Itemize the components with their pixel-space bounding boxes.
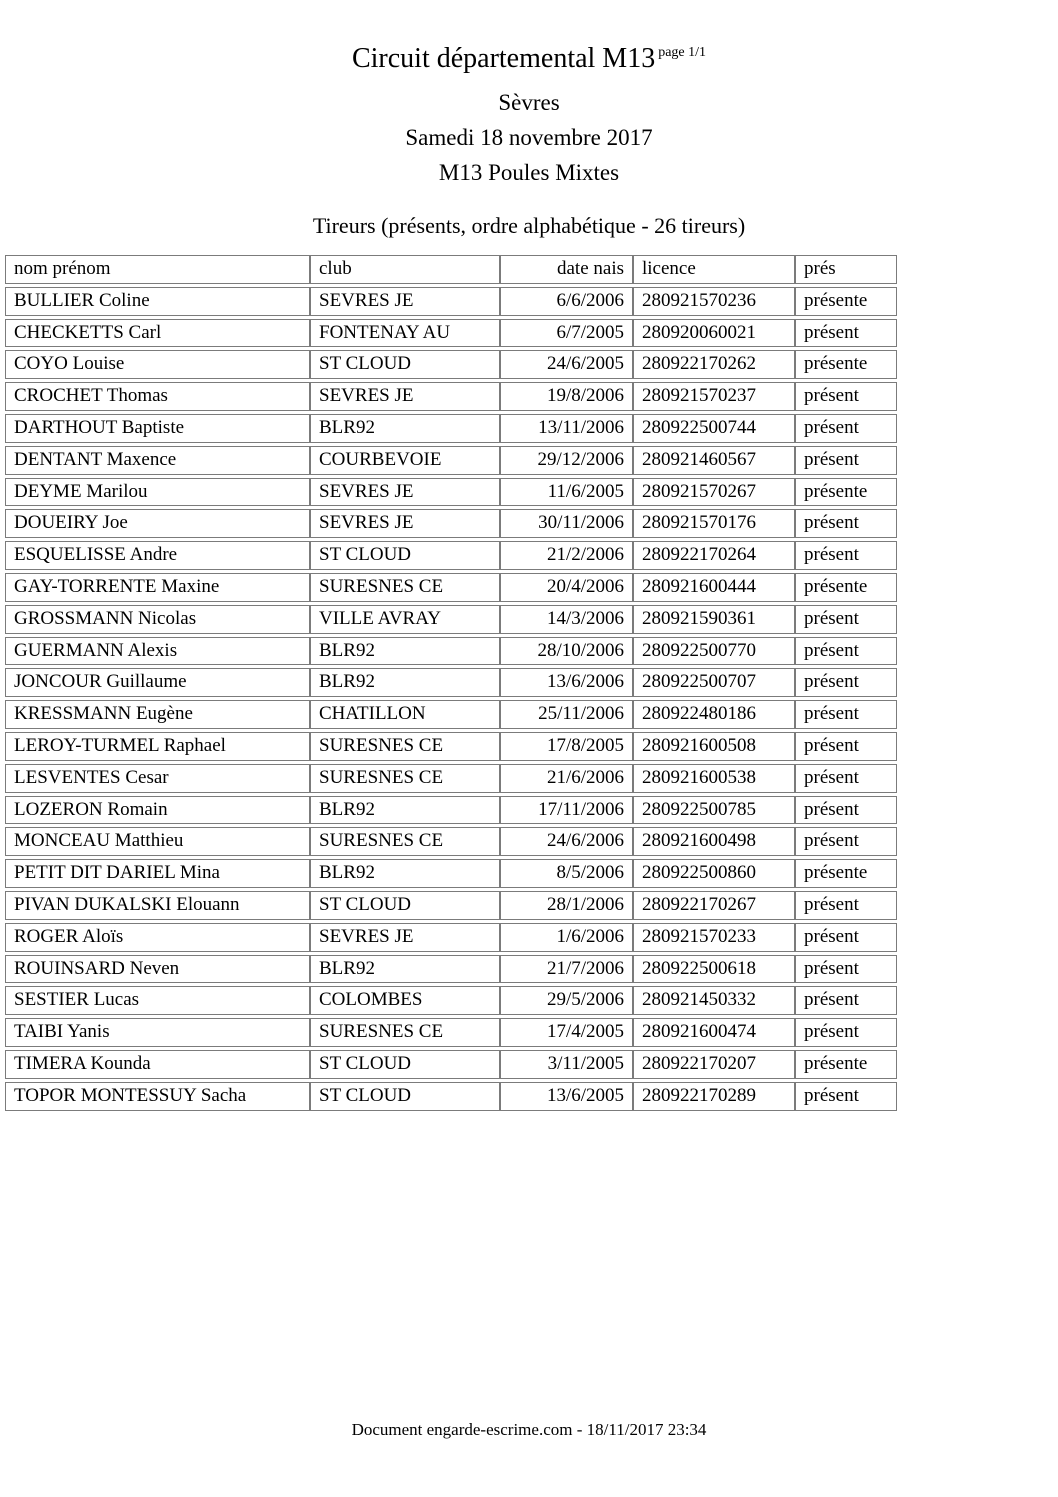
cell-present: présent <box>795 446 897 475</box>
table-row <box>5 319 897 348</box>
cell-club: SEVRES JE <box>310 509 500 538</box>
cell-licence: 280922170262 <box>633 350 795 379</box>
cell-licence: 280922170267 <box>633 891 795 920</box>
cell-birth: 21/6/2006 <box>500 764 633 793</box>
cell-name: ROGER Aloïs <box>5 923 310 952</box>
cell-present: présent <box>795 732 897 761</box>
cell-licence: 280921570267 <box>633 478 795 507</box>
table-row <box>5 446 897 475</box>
cell-name: DOUEIRY Joe <box>5 509 310 538</box>
cell-licence: 280922500618 <box>633 955 795 984</box>
cell-licence: 280921600538 <box>633 764 795 793</box>
column-header-club: club <box>310 255 500 284</box>
page-indicator: page 1/1 <box>658 45 707 60</box>
cell-club: ST CLOUD <box>310 1050 500 1079</box>
cell-club: SURESNES CE <box>310 827 500 856</box>
cell-birth: 29/5/2006 <box>500 986 633 1015</box>
table-row <box>5 764 897 793</box>
cell-club: BLR92 <box>310 637 500 666</box>
table-row <box>5 827 897 856</box>
cell-present: présent <box>795 637 897 666</box>
cell-licence: 280921600508 <box>633 732 795 761</box>
cell-club: SURESNES CE <box>310 573 500 602</box>
table-row <box>5 1050 897 1079</box>
cell-present: présent <box>795 509 897 538</box>
cell-club: SEVRES JE <box>310 382 500 411</box>
cell-present: présent <box>795 955 897 984</box>
table-row <box>5 287 897 316</box>
cell-birth: 3/11/2005 <box>500 1050 633 1079</box>
cell-name: DEYME Marilou <box>5 478 310 507</box>
cell-present: présente <box>795 478 897 507</box>
document-footer: Document engarde-escrime.com - 18/11/2017 23:34 <box>351 1420 707 1439</box>
cell-present: présent <box>795 668 897 697</box>
cell-name: PIVAN DUKALSKI Elouann <box>5 891 310 920</box>
cell-present: présent <box>795 827 897 856</box>
cell-birth: 24/6/2005 <box>500 350 633 379</box>
column-header-licence: licence <box>633 255 795 284</box>
cell-licence: 280921570233 <box>633 923 795 952</box>
table-row <box>5 796 897 825</box>
table-row <box>5 668 897 697</box>
cell-club: SEVRES JE <box>310 923 500 952</box>
cell-birth: 17/4/2005 <box>500 1018 633 1047</box>
event-date: Samedi 18 novembre 2017 <box>405 125 653 150</box>
cell-club: BLR92 <box>310 955 500 984</box>
cell-licence: 280922500860 <box>633 859 795 888</box>
cell-name: PETIT DIT DARIEL Mina <box>5 859 310 888</box>
cell-name: KRESSMANN Eugène <box>5 700 310 729</box>
cell-name: GROSSMANN Nicolas <box>5 605 310 634</box>
cell-birth: 19/8/2006 <box>500 382 633 411</box>
column-header-name: nom prénom <box>5 255 310 284</box>
table-row <box>5 605 897 634</box>
cell-name: TIMERA Kounda <box>5 1050 310 1079</box>
cell-name: GAY-TORRENTE Maxine <box>5 573 310 602</box>
table-body <box>5 287 897 1111</box>
table-row <box>5 573 897 602</box>
cell-present: présente <box>795 573 897 602</box>
cell-name: DENTANT Maxence <box>5 446 310 475</box>
cell-birth: 14/3/2006 <box>500 605 633 634</box>
table-row <box>5 1082 897 1111</box>
cell-licence: 280921570176 <box>633 509 795 538</box>
cell-club: ST CLOUD <box>310 1082 500 1111</box>
cell-club: SEVRES JE <box>310 287 500 316</box>
cell-name: DARTHOUT Baptiste <box>5 414 310 443</box>
cell-licence: 280922170207 <box>633 1050 795 1079</box>
table-row <box>5 955 897 984</box>
cell-club: CHATILLON <box>310 700 500 729</box>
cell-present: présent <box>795 414 897 443</box>
cell-birth: 1/6/2006 <box>500 923 633 952</box>
cell-licence: 280921570237 <box>633 382 795 411</box>
cell-club: COURBEVOIE <box>310 446 500 475</box>
table-row <box>5 986 897 1015</box>
cell-club: BLR92 <box>310 859 500 888</box>
cell-licence: 280922480186 <box>633 700 795 729</box>
cell-birth: 28/10/2006 <box>500 637 633 666</box>
cell-birth: 29/12/2006 <box>500 446 633 475</box>
cell-birth: 28/1/2006 <box>500 891 633 920</box>
table-row <box>5 414 897 443</box>
cell-birth: 17/11/2006 <box>500 796 633 825</box>
cell-present: présente <box>795 350 897 379</box>
cell-club: FONTENAY AU <box>310 319 500 348</box>
cell-present: présent <box>795 796 897 825</box>
cell-birth: 13/6/2005 <box>500 1082 633 1111</box>
cell-present: présent <box>795 1018 897 1047</box>
cell-birth: 13/11/2006 <box>500 414 633 443</box>
cell-name: TAIBI Yanis <box>5 1018 310 1047</box>
cell-club: BLR92 <box>310 414 500 443</box>
cell-birth: 30/11/2006 <box>500 509 633 538</box>
cell-birth: 11/6/2005 <box>500 478 633 507</box>
cell-name: MONCEAU Matthieu <box>5 827 310 856</box>
cell-present: présente <box>795 859 897 888</box>
table-row <box>5 732 897 761</box>
document-header <box>0 0 1058 186</box>
cell-club: SURESNES CE <box>310 1018 500 1047</box>
cell-name: LESVENTES Cesar <box>5 764 310 793</box>
cell-birth: 20/4/2006 <box>500 573 633 602</box>
cell-licence: 280922500744 <box>633 414 795 443</box>
cell-club: SURESNES CE <box>310 764 500 793</box>
cell-licence: 280921450332 <box>633 986 795 1015</box>
cell-name: LEROY-TURMEL Raphael <box>5 732 310 761</box>
cell-licence: 280920060021 <box>633 319 795 348</box>
event-title: Circuit départemental M13 <box>351 43 656 74</box>
cell-name: CHECKETTS Carl <box>5 319 310 348</box>
cell-club: ST CLOUD <box>310 891 500 920</box>
table-row <box>5 350 897 379</box>
cell-licence: 280921460567 <box>633 446 795 475</box>
cell-licence: 280921600474 <box>633 1018 795 1047</box>
cell-licence: 280922500707 <box>633 668 795 697</box>
event-location: Sèvres <box>498 90 560 115</box>
cell-present: présente <box>795 287 897 316</box>
cell-present: présent <box>795 541 897 570</box>
cell-name: GUERMANN Alexis <box>5 637 310 666</box>
cell-name: ESQUELISSE Andre <box>5 541 310 570</box>
table-header-row <box>5 255 897 284</box>
cell-name: SESTIER Lucas <box>5 986 310 1015</box>
cell-licence: 280921600498 <box>633 827 795 856</box>
column-header-present: prés <box>795 255 897 284</box>
table-row <box>5 700 897 729</box>
cell-club: BLR92 <box>310 668 500 697</box>
fencers-table <box>5 252 897 1114</box>
cell-club: ST CLOUD <box>310 350 500 379</box>
cell-licence: 280922500785 <box>633 796 795 825</box>
table-row <box>5 478 897 507</box>
cell-name: CROCHET Thomas <box>5 382 310 411</box>
cell-present: présente <box>795 1050 897 1079</box>
cell-licence: 280922170289 <box>633 1082 795 1111</box>
column-header-birth: date nais <box>500 255 633 284</box>
cell-club: VILLE AVRAY <box>310 605 500 634</box>
cell-present: présent <box>795 605 897 634</box>
table-row <box>5 382 897 411</box>
cell-name: COYO Louise <box>5 350 310 379</box>
cell-licence: 280922170264 <box>633 541 795 570</box>
cell-licence: 280922500770 <box>633 637 795 666</box>
table-row <box>5 1018 897 1047</box>
cell-birth: 21/7/2006 <box>500 955 633 984</box>
cell-present: présent <box>795 382 897 411</box>
cell-birth: 8/5/2006 <box>500 859 633 888</box>
cell-present: présent <box>795 319 897 348</box>
cell-club: BLR92 <box>310 796 500 825</box>
cell-present: présent <box>795 986 897 1015</box>
cell-licence: 280921590361 <box>633 605 795 634</box>
cell-birth: 25/11/2006 <box>500 700 633 729</box>
cell-present: présent <box>795 923 897 952</box>
list-title: Tireurs (présents, ordre alphabétique - 26 tireurs) <box>312 213 746 238</box>
cell-present: présent <box>795 700 897 729</box>
cell-present: présent <box>795 764 897 793</box>
cell-present: présent <box>795 1082 897 1111</box>
cell-birth: 6/6/2006 <box>500 287 633 316</box>
cell-birth: 24/6/2006 <box>500 827 633 856</box>
cell-club: SEVRES JE <box>310 478 500 507</box>
cell-club: SURESNES CE <box>310 732 500 761</box>
cell-licence: 280921600444 <box>633 573 795 602</box>
table-row <box>5 859 897 888</box>
event-category: M13 Poules Mixtes <box>438 160 620 185</box>
table-row <box>5 923 897 952</box>
table-row <box>5 637 897 666</box>
table-row <box>5 509 897 538</box>
table-row <box>5 891 897 920</box>
cell-birth: 6/7/2005 <box>500 319 633 348</box>
cell-present: présent <box>795 891 897 920</box>
cell-name: LOZERON Romain <box>5 796 310 825</box>
event-title-line <box>0 42 1058 81</box>
cell-club: ST CLOUD <box>310 541 500 570</box>
cell-birth: 21/2/2006 <box>500 541 633 570</box>
cell-name: ROUINSARD Neven <box>5 955 310 984</box>
cell-licence: 280921570236 <box>633 287 795 316</box>
cell-name: BULLIER Coline <box>5 287 310 316</box>
cell-name: TOPOR MONTESSUY Sacha <box>5 1082 310 1111</box>
cell-name: JONCOUR Guillaume <box>5 668 310 697</box>
cell-club: COLOMBES <box>310 986 500 1015</box>
cell-birth: 17/8/2005 <box>500 732 633 761</box>
cell-birth: 13/6/2006 <box>500 668 633 697</box>
table-row <box>5 541 897 570</box>
